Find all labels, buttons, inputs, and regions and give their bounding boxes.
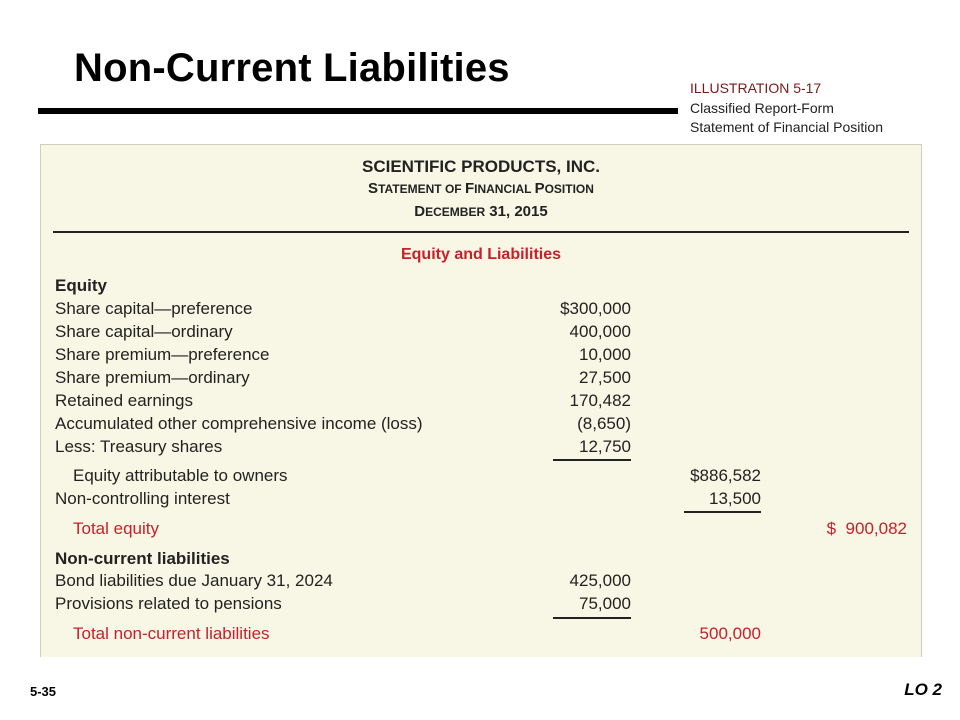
financial-statement-panel — [40, 144, 922, 657]
row-value: (8,650) — [577, 414, 631, 433]
learning-objective: LO 2 — [904, 680, 942, 699]
equity-row — [41, 437, 921, 459]
row-value: 425,000 — [569, 571, 631, 590]
row-label: Share capital—preference — [55, 299, 253, 318]
illustration-caption — [690, 79, 883, 138]
subtotal-underline — [553, 459, 631, 461]
slide-title: Non-Current Liabilities — [74, 46, 510, 90]
subtotal-underline — [553, 617, 631, 619]
row-value: $ 900,082 — [826, 519, 907, 538]
row-label: Accumulated other comprehensive income (loss) — [55, 414, 423, 433]
row-value: 400,000 — [569, 322, 631, 341]
row-value: 27,500 — [579, 368, 631, 387]
row-value: 12,750 — [579, 437, 631, 456]
non-controlling-row — [41, 489, 921, 511]
row-value: 13,500 — [709, 489, 761, 508]
illustration-line-1: Classified Report-Form — [690, 99, 834, 116]
total-equity-row — [41, 519, 921, 541]
illustration-line-2: Statement of Financial Position — [690, 119, 883, 135]
statement-date: DECEMBER 31, 2015 — [414, 203, 548, 220]
row-label: Share premium—ordinary — [55, 368, 250, 387]
page-number: 5-35 — [30, 684, 57, 699]
equity-row — [41, 391, 921, 413]
statement-title: STATEMENT OF FINANCIAL POSITION — [368, 180, 594, 197]
row-value: 10,000 — [579, 345, 631, 364]
row-label: Share capital—ordinary — [55, 322, 233, 341]
ncl-row — [41, 594, 921, 616]
row-label: Retained earnings — [55, 391, 193, 410]
ncl-heading: Non-current liabilities — [55, 549, 230, 568]
equity-attributable-row — [41, 466, 921, 488]
row-value: 500,000 — [699, 624, 761, 643]
row-label: Total equity — [73, 519, 159, 538]
equity-row — [41, 414, 921, 436]
equity-heading: Equity — [55, 276, 107, 295]
illustration-label: ILLUSTRATION 5-17 — [690, 80, 822, 96]
section-heading: Equity and Liabilities — [400, 246, 562, 263]
equity-row — [41, 299, 921, 321]
subtotal-underline — [684, 511, 761, 513]
row-value: $886,582 — [690, 466, 761, 485]
row-label: Share premium—preference — [55, 345, 270, 364]
row-value: 75,000 — [579, 594, 631, 613]
ncl-heading-row — [41, 549, 921, 571]
row-label: Equity attributable to owners — [73, 466, 288, 485]
row-label: Bond liabilities due January 31, 2024 — [55, 571, 333, 590]
row-label: Provisions related to pensions — [55, 594, 282, 613]
company-name: SCIENTIFIC PRODUCTS, INC. — [361, 157, 600, 176]
title-underline — [38, 108, 678, 114]
equity-heading-row — [41, 276, 921, 298]
equity-row — [41, 345, 921, 367]
total-ncl-row — [41, 624, 921, 646]
equity-row — [41, 322, 921, 344]
row-value: $300,000 — [560, 299, 631, 318]
header-divider — [53, 231, 909, 233]
ncl-row — [41, 571, 921, 593]
row-label: Less: Treasury shares — [55, 437, 223, 456]
row-label: Total non-current liabilities — [73, 624, 270, 643]
equity-row — [41, 368, 921, 390]
row-value: 170,482 — [569, 391, 631, 410]
row-label: Non-controlling interest — [55, 489, 230, 508]
